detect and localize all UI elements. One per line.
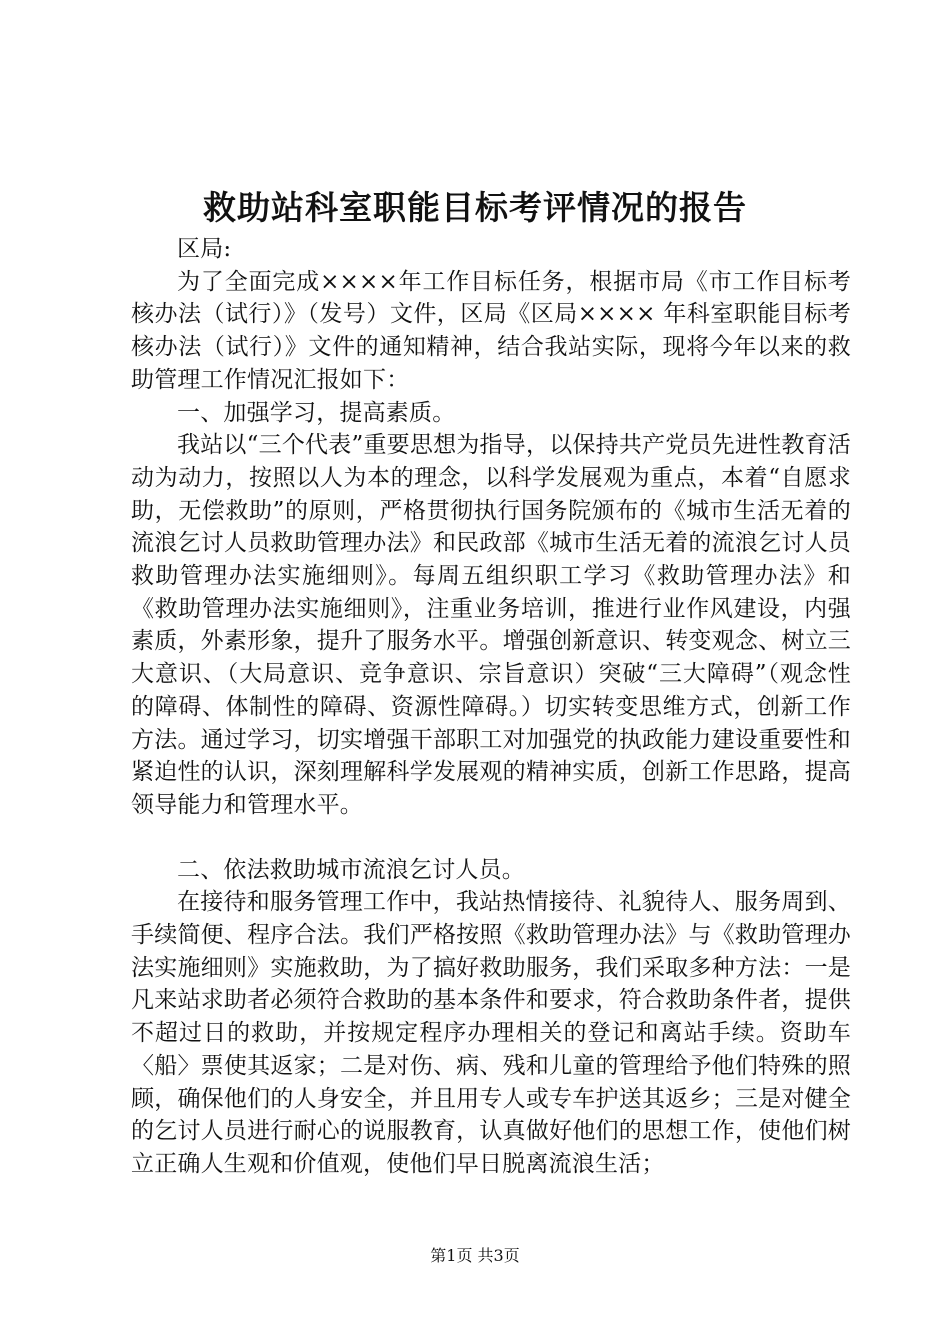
document-title: 救助站科室职能目标考评情况的报告: [203, 188, 747, 227]
paragraph-section-2: 在接待和服务管理工作中，我站热情接待、礼貌待人、服务周到、手续简便、程序合法。我们严格按照《救助管理办法》与《救助管理办法实施细则》实施救助，为了搞好救助服务，我们采取多种方法：一是凡来站求助者必须符合救助的基本条件和要求，符合救助条件者，提供不超过日的救助，并按规定程序办理相关的登记和离站手续。资助车〈船〉票使其返家；二是对伤、病、残和儿童的管理给予他们特殊的照顾，确保他们的人身安全，并且用专人或专车护送其返乡；三是对健全的乞讨人员进行耐心的说服教育，认真做好他们的思想工作，使他们树立正确人生观和价值观，使他们早日脱离流浪生活；: [131, 889, 851, 1177]
paragraph-section-1: 我站以“三个代表”重要思想为指导，以保持共产党员先进性教育活动为动力，按照以人为本的理念，以科学发展观为重点，本着“自愿求助，无偿救助”的原则，严格贯彻执行国务院颁布的《城市生活无着的流浪乞讨人员救助管理办法》和民政部《城市生活无着的流浪乞讨人员救助管理办法实施细则》。每周五组织职工学习《救助管理办法》和《救助管理办法实施细则》，注重业务培训，推进行业作风建设，内强素质，外素形象，提升了服务水平。增强创新意识、转变观念、树立三大意识、（大局意识、竞争意识、宗旨意识）突破“三大障碍”（观念性的障碍、体制性的障碍、资源性障碍。）切实转变思维方式，创新工作方法。通过学习，切实增强干部职工对加强党的执政能力建设重要性和紧迫性的认识，深刻理解科学发展观的精神实质，创新工作思路，提高领导能力和管理水平。: [131, 432, 851, 818]
section-heading-2: 二、依法救助城市流浪乞讨人员。: [177, 856, 525, 883]
salutation: 区局:: [177, 236, 232, 262]
page-number-footer: 第1页 共3页: [430, 1246, 520, 1265]
paragraph-intro: 为了全面完成××××年工作目标任务，根据市局《市工作目标考核办法（试行）》（发号）文件，区局《区局×××× 年科室职能目标考核办法（试行）》文件的通知精神，结合我站实际，现将今年以来的救助管理工作情况汇报如下：: [131, 268, 851, 393]
section-heading-1: 一、加强学习，提高素质。: [177, 399, 456, 426]
document-body: [131, 233, 851, 1181]
